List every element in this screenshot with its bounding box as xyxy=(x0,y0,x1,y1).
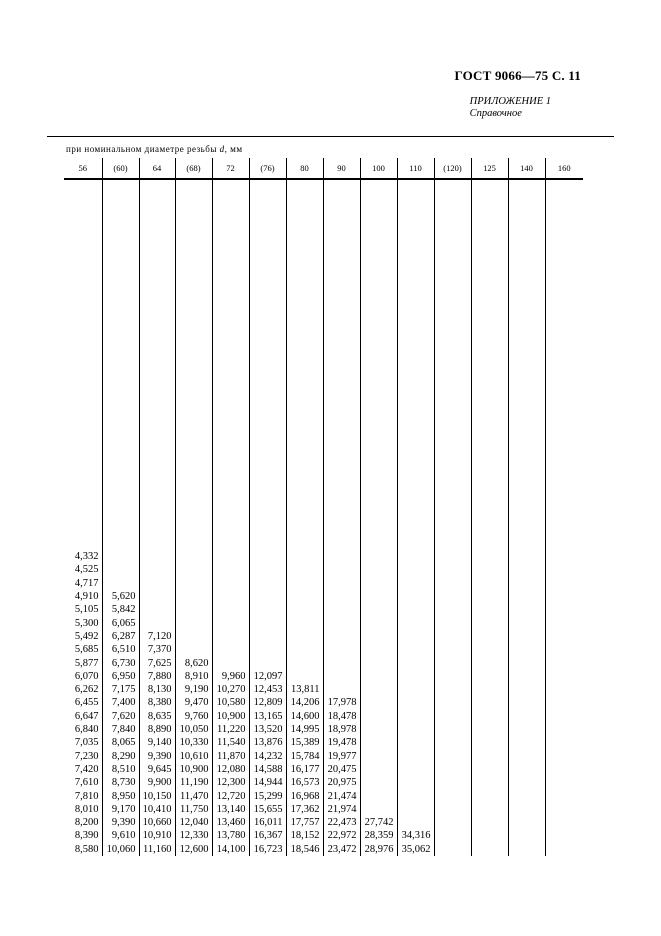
table-cell: 12,040 xyxy=(179,817,209,829)
table-cell: 18,978 xyxy=(327,724,357,736)
table-body-row xyxy=(64,179,583,856)
table-cell: 7,230 xyxy=(74,750,99,762)
table-column xyxy=(471,179,508,856)
table-cell: 8,950 xyxy=(111,790,136,802)
table-cell: 5,842 xyxy=(111,604,136,616)
table-cell: 11,470 xyxy=(180,790,209,802)
table-column xyxy=(360,179,397,856)
table-cell: 9,470 xyxy=(184,697,209,709)
table-cell: 6,950 xyxy=(111,670,136,682)
table-cell: 12,330 xyxy=(179,830,209,842)
column-values xyxy=(176,657,212,856)
table-cell: 14,944 xyxy=(253,777,283,789)
table-cell: 15,299 xyxy=(253,790,283,802)
table-column xyxy=(249,179,286,856)
table-cell: 9,610 xyxy=(111,830,136,842)
column-values xyxy=(250,670,286,856)
table-cell: 14,100 xyxy=(216,843,246,855)
table-cell: 6,070 xyxy=(74,670,99,682)
column-values xyxy=(140,630,175,856)
table-cell: 10,580 xyxy=(216,697,246,709)
table-cell: 27,742 xyxy=(364,817,394,829)
table-cell: 11,160 xyxy=(143,843,172,855)
table-cell: 15,784 xyxy=(290,750,320,762)
table-cell: 18,546 xyxy=(290,843,320,855)
table-cell: 9,645 xyxy=(147,763,172,775)
table-cell: 6,287 xyxy=(111,630,136,642)
column-header: 64 xyxy=(139,158,175,179)
table-cell: 7,880 xyxy=(147,670,172,682)
table-cell: 9,960 xyxy=(221,670,246,682)
table-cell: 16,723 xyxy=(253,843,283,855)
column-values xyxy=(103,590,139,856)
table-cell: 16,177 xyxy=(290,763,320,775)
table-cell: 12,300 xyxy=(216,777,246,789)
caption-variable: d xyxy=(219,144,225,154)
table-cell: 11,220 xyxy=(217,724,246,736)
table-top-rule xyxy=(47,136,614,137)
table-cell: 8,620 xyxy=(184,657,209,669)
table-cell: 5,877 xyxy=(74,657,99,669)
table-cell: 12,097 xyxy=(253,670,283,682)
table-cell: 20,475 xyxy=(327,763,357,775)
table-cell: 9,760 xyxy=(184,710,209,722)
table-cell: 13,140 xyxy=(216,803,246,815)
table-cell: 10,900 xyxy=(179,763,209,775)
table-cell: 6,840 xyxy=(74,724,99,736)
table-cell: 16,011 xyxy=(254,817,283,829)
table-cell: 17,362 xyxy=(290,803,320,815)
table-cell: 7,840 xyxy=(111,724,136,736)
caption-prefix: при номинальном диаметре резьбы xyxy=(66,144,220,154)
table-cell: 7,400 xyxy=(111,697,136,709)
column-header: (60) xyxy=(102,158,139,179)
table-cell: 34,316 xyxy=(401,830,431,842)
table-cell: 8,730 xyxy=(111,777,136,789)
table-cell: 9,170 xyxy=(111,803,136,815)
table-cell: 14,232 xyxy=(253,750,283,762)
table-cell: 16,573 xyxy=(290,777,320,789)
table-cell: 19,478 xyxy=(327,737,357,749)
table-column xyxy=(286,179,323,856)
table-cell: 11,540 xyxy=(217,737,246,749)
table-cell: 8,890 xyxy=(147,724,172,736)
column-header: 110 xyxy=(397,158,434,179)
table-cell: 18,152 xyxy=(290,830,320,842)
table-column xyxy=(545,179,583,856)
table-column xyxy=(508,179,545,856)
table-cell: 12,600 xyxy=(179,843,209,855)
table-cell: 7,370 xyxy=(147,644,172,656)
thread-diameter-table xyxy=(64,158,583,856)
table-cell: 13,460 xyxy=(216,817,246,829)
table-cell: 6,730 xyxy=(111,657,136,669)
table-cell: 35,062 xyxy=(401,843,431,855)
table-cell: 9,900 xyxy=(147,777,172,789)
table-cell: 18,478 xyxy=(327,710,357,722)
table-cell: 5,300 xyxy=(74,617,99,629)
table-header-row xyxy=(64,158,583,179)
column-header: 100 xyxy=(360,158,397,179)
table-cell: 9,390 xyxy=(111,817,136,829)
table-cell: 13,811 xyxy=(291,684,320,696)
table-cell: 8,390 xyxy=(74,830,99,842)
table-cell: 28,976 xyxy=(364,843,394,855)
table-cell: 7,035 xyxy=(74,737,99,749)
column-values xyxy=(324,696,360,856)
table-cell: 10,270 xyxy=(216,684,246,696)
page-header-title: ГОСТ 9066—75 С. 11 xyxy=(454,68,581,83)
table-cell: 10,330 xyxy=(179,737,209,749)
table-cell: 17,757 xyxy=(290,817,320,829)
table-column xyxy=(175,179,212,856)
table-cell: 10,410 xyxy=(142,803,172,815)
table-column xyxy=(212,179,249,856)
column-values xyxy=(361,816,397,856)
table-cell: 14,600 xyxy=(290,710,320,722)
column-header: 80 xyxy=(286,158,323,179)
table-cell: 17,978 xyxy=(327,697,357,709)
table-cell: 10,660 xyxy=(142,817,172,829)
table-cell: 10,900 xyxy=(216,710,246,722)
table-cell: 11,190 xyxy=(180,777,209,789)
table-cell: 9,390 xyxy=(147,750,172,762)
table-cell: 8,010 xyxy=(74,803,99,815)
table-cell: 6,510 xyxy=(111,644,136,656)
table-cell: 13,520 xyxy=(253,724,283,736)
table-cell: 10,060 xyxy=(106,843,136,855)
table-column xyxy=(323,179,360,856)
table-cell: 6,065 xyxy=(111,617,136,629)
table-cell: 13,165 xyxy=(253,710,283,722)
column-header: (68) xyxy=(175,158,212,179)
table-cell: 14,995 xyxy=(290,724,320,736)
table-column xyxy=(397,179,434,856)
table-cell: 28,359 xyxy=(364,830,394,842)
table-cell: 7,810 xyxy=(74,790,99,802)
table-cell: 8,635 xyxy=(147,710,172,722)
table-cell: 21,974 xyxy=(327,803,357,815)
table-cell: 10,050 xyxy=(179,724,209,736)
table-cell: 22,473 xyxy=(327,817,357,829)
column-header: 125 xyxy=(471,158,508,179)
table-cell: 19,977 xyxy=(327,750,357,762)
table-cell: 8,380 xyxy=(147,697,172,709)
table-cell: 4,717 xyxy=(74,577,99,589)
table-cell: 8,510 xyxy=(111,763,136,775)
table-column xyxy=(139,179,175,856)
table-cell: 13,780 xyxy=(216,830,246,842)
appendix-reference: Справочное xyxy=(469,108,522,119)
column-header: (120) xyxy=(434,158,471,179)
table-cell: 14,588 xyxy=(253,763,283,775)
column-header: 90 xyxy=(323,158,360,179)
table-cell: 6,647 xyxy=(74,710,99,722)
table-cell: 12,080 xyxy=(216,763,246,775)
table-cell: 12,809 xyxy=(253,697,283,709)
table-caption xyxy=(66,144,243,154)
table-cell: 7,610 xyxy=(74,777,99,789)
column-values xyxy=(287,683,323,856)
table-cell: 14,206 xyxy=(290,697,320,709)
appendix-label xyxy=(470,96,551,120)
table-cell: 15,389 xyxy=(290,737,320,749)
table-cell: 8,065 xyxy=(111,737,136,749)
column-values xyxy=(398,829,434,856)
table-cell: 5,105 xyxy=(74,604,99,616)
table-cell: 11,750 xyxy=(180,803,209,815)
table-cell: 16,367 xyxy=(253,830,283,842)
table-cell: 4,332 xyxy=(74,551,99,563)
appendix-title: ПРИЛОЖЕНИЕ 1 xyxy=(469,96,551,107)
caption-suffix: , мм xyxy=(224,144,243,154)
table-cell: 10,150 xyxy=(142,790,172,802)
table-cell: 7,620 xyxy=(111,710,136,722)
table-cell: 10,610 xyxy=(179,750,209,762)
column-values xyxy=(64,550,102,856)
column-header: 160 xyxy=(545,158,583,179)
table-cell: 12,720 xyxy=(216,790,246,802)
table-cell: 8,200 xyxy=(74,817,99,829)
table-cell: 6,455 xyxy=(74,697,99,709)
table-cell: 13,876 xyxy=(253,737,283,749)
column-header: (76) xyxy=(249,158,286,179)
table-cell: 23,472 xyxy=(327,843,357,855)
table-cell: 21,474 xyxy=(327,790,357,802)
table-cell: 5,685 xyxy=(74,644,99,656)
table-cell: 10,910 xyxy=(142,830,172,842)
table-cell: 5,620 xyxy=(111,591,136,603)
table-cell: 15,655 xyxy=(253,803,283,815)
table-cell: 9,190 xyxy=(184,684,209,696)
table-cell: 4,525 xyxy=(74,564,99,576)
column-values xyxy=(213,670,249,856)
table-cell: 5,492 xyxy=(74,630,99,642)
column-header: 140 xyxy=(508,158,545,179)
table-cell: 7,175 xyxy=(111,684,136,696)
table-cell: 7,625 xyxy=(147,657,172,669)
table-cell: 11,870 xyxy=(217,750,246,762)
table-column xyxy=(434,179,471,856)
table-column xyxy=(102,179,139,856)
table-cell: 8,910 xyxy=(184,670,209,682)
table-cell: 4,910 xyxy=(74,591,99,603)
table-cell: 20,975 xyxy=(327,777,357,789)
table-cell: 6,262 xyxy=(74,684,99,696)
column-header: 56 xyxy=(64,158,102,179)
table-cell: 7,420 xyxy=(74,763,99,775)
table-cell: 8,130 xyxy=(147,684,172,696)
table-cell: 12,453 xyxy=(253,684,283,696)
table-column xyxy=(64,179,102,856)
column-header: 72 xyxy=(212,158,249,179)
table-cell: 16,968 xyxy=(290,790,320,802)
table-cell: 7,120 xyxy=(147,630,172,642)
table-cell: 8,290 xyxy=(111,750,136,762)
table-cell: 8,580 xyxy=(74,843,99,855)
table-cell: 22,972 xyxy=(327,830,357,842)
table-cell: 9,140 xyxy=(147,737,172,749)
